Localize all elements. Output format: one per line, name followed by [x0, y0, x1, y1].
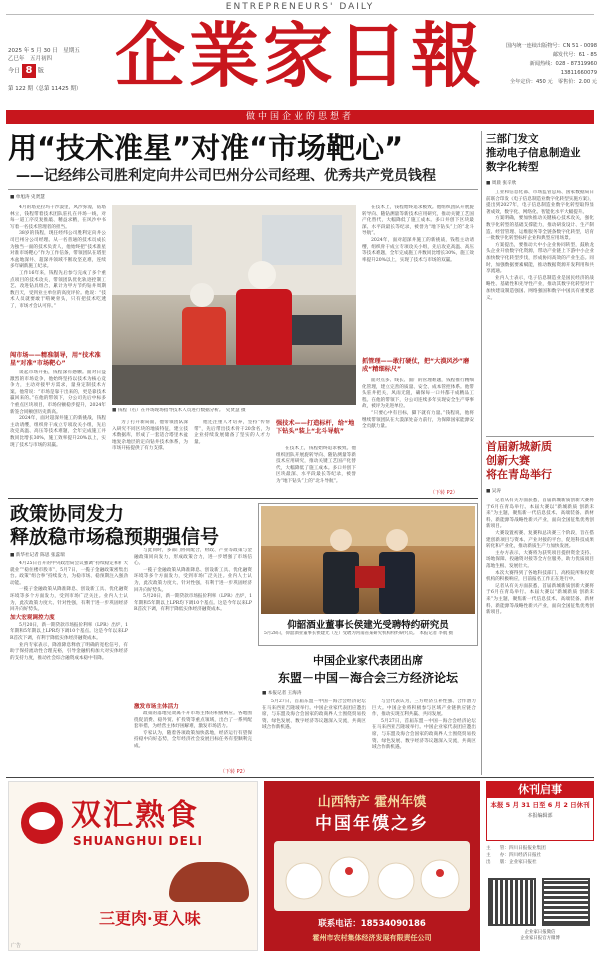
policy-para-6: 政策的落地见效离不开市场主体的积极响应。各地围绕促消费、稳外贸、扩投资等重点领域，出台了一系列配套举措，为经营主体纾困解难，激发市场活力。: [134, 711, 252, 730]
huozhou-buns: [274, 841, 470, 911]
notice-title: 休刊启事: [487, 782, 593, 798]
policy-para-5: 与此同时，多部门协同配合，财政、产业等政策与金融政策同向发力，形成政策合力，进一步增强了市场信心。: [134, 548, 252, 567]
shuanghui-slogan: 三更肉·更入味: [99, 909, 201, 928]
right-para-2: 方案明确，要加快推动关键核心技术攻关，强化数字化转型的基础支撑能力，推动研发设计、生产制造、经营管理、运维服务等全链条数字化转型，培育一批数字化转型标杆企业和典型应用场景。: [486, 216, 594, 242]
mid-photo-title: 仰韶酒业董事长侯建光受聘特约研究员: [287, 620, 449, 631]
weibo-qr-icon[interactable]: [542, 878, 590, 926]
mid-photo: [261, 506, 475, 614]
contest-para-4: 本次大赛得到了各地科技部门、高校院所和投资机构的积极响应，目前报名工作正在进行中。: [486, 570, 594, 583]
policy-col2b: [134, 711, 252, 771]
policy-para-3: 5月20日，新一期贷款市场报价利率（LPR）出炉，1年期和5年期以上LPR均下调10个基点。这是今年以来LPR首次下调，有利于降低实体经济融资成本。: [10, 622, 128, 641]
contest-para-2: 大赛设置初赛、复赛和总决赛三个阶段，旨在搭建创新项目与资本、产业对接的平台，促进科技成果转化和产业化，推动新质生产力加快发展。: [486, 530, 594, 550]
lead-col5: [362, 205, 474, 357]
wechat-qr-icon[interactable]: [488, 878, 536, 926]
notice-text: 本报 5 月 31 日至 6 月 2 日休刊: [490, 801, 590, 809]
contest-para-1: 记者从有关方面获悉，首届新城新质创新大赛将于6月在青岛举行。本届大赛以“新城新质 创新未来”为主题，聚焦新一代信息技术、高端装备、新材料、新能源等战略性新兴产业，面向全国征集优秀创新项目。: [486, 498, 594, 530]
right-column-divider: [481, 131, 482, 775]
lead-photo-figure-icon: [112, 205, 356, 405]
publisher-info: 主 管：四川日报报业集团 主 办：四川经济日报社 出 版：企业家日报社: [486, 846, 546, 865]
page-count-badge: 8: [22, 64, 36, 78]
right-headline-3: 数字化转型: [486, 161, 539, 173]
lead-subheadline: ——记经纬公司胜利定向井公司巴州分公司经理、优秀共产党员钱程: [16, 168, 436, 184]
forum-para-1: 5月27日，首届东盟－中国－海合会经济论坛在马来西亚吉隆坡举行。中国企业家代表团应邀出席，与东盟及海合会国家的政商界人士围绕贸易投资、绿色发展、数字经济等议题深入交流，共商区域合作新机遇。: [262, 699, 366, 731]
right-para-1: 工业和信息化部、市场监管总局、国家数据局日前联合印发《电子信息制造业数字化转型实施方案》，提出到2027年，电子信息制造业数字化转型取得显著成效，数字化、网络化、智能化水平大幅提升。: [486, 190, 594, 215]
contest-byline: ■ 吴涛: [486, 489, 501, 494]
lead-section-2-para-2: 他还注重人才培养，坚持“传帮带”，先后带出技术骨干20余名，为企业持续发展储备了坚实的人才力量。: [194, 420, 270, 445]
policy-para-7: 专家认为，随着各项政策加快落地，经济运行有望保持稳中向好态势，全年经济社会发展目标任务有望顺利完成。: [134, 730, 252, 749]
lead-section-1-title: 闯市场——精准制导，用“技术准星”对准“市场靶心”: [10, 352, 101, 367]
notice-sub: 本报编辑部: [527, 813, 553, 819]
lead-section-2-title: 强技术——打造标杆，给“地下钻头”装上“北斗导航”: [276, 420, 355, 435]
postal-code: 邮发代号：61 - 85: [552, 52, 597, 58]
right-para-3: 方案提出，要推动大中小企业协同转型，鼓励龙头企业开放数字化资源，带动产业链上下游中小企业加快数字化转型步伐，形成协同高效的产业生态。同时，加强数据要素赋能，推动数据资源开发利用和共享流通。: [486, 242, 594, 275]
lead-para-4-dup: 2024年，面对超深井施工的新挑战，钱程主动请缨，组织骨干成立专项攻关小组，先后攻克高温、高压等技术难题，全年完成施工井数同比增长30%，施工效率提升20%以上，实现了技术与市场的双赢。: [362, 237, 474, 263]
lead-para-2: 38岁的钱程，现任经纬公司胜利定向井公司巴州分公司经理。从一名普通的技术员成长为独当一面的技术负责人，他始终把“技术准星对准市场靶心”作为工作信条，带领团队在塔里木盆地深井、超深井领域不断攻坚克难，连续多年刷新施工纪录。: [10, 231, 106, 270]
lead-col2: [112, 420, 188, 496]
right-para-4: 业内人士表示，电子信息制造业是国民经济的战略性、基础性和先导性产业，推动其数字化转型对于加快建设制造强国、网络强国和数字中国具有重要意义。: [486, 275, 594, 301]
lead-col3: [194, 420, 270, 496]
shuanghui-logo-inner: [29, 812, 55, 830]
mid-photo-caption: 5月28日，仰韶酒业董事长侯建光（左）受聘为河南省某研究机构特约研究员。 本报记者 李航 摄: [264, 631, 453, 636]
policy-continued[interactable]: （下转 P2）: [220, 769, 248, 775]
lead-col1b: [10, 370, 106, 496]
policy-para-2b: 一揽子金融政策从降准降息、创设新工具、优化融资环境等多个方面发力，受到市场广泛关注。业内人士认为，此次政策力度大、针对性强，有利于进一步巩固经济回升向好势头。: [134, 567, 252, 593]
policy-para-3b: 5月20日，新一期贷款市场报价利率（LPR）出炉，1年期和5年期以上LPR均下调10个基点。这是今年以来LPR首次下调，有利于降低实体经济融资成本。: [134, 594, 252, 613]
forum-headline-2: 东盟－中国－海合会三方经济论坛: [277, 671, 458, 685]
policy-para-2: 一揽子金融政策从降准降息、创设新工具、优化融资环境等多个方面发力，受到市场广泛关注。业内人士认为，此次政策力度大、针对性强，有利于进一步巩固经济回升向好势头。: [10, 587, 128, 613]
lead-para-1: 4月的塔克拉玛干沙漠里，风沙弥漫，钻塔林立，钱程带着技术团队驻扎在井场一线，对每一道工序反复推敲、精益求精，在风沙中书写着一名技术管理者的担当。: [10, 205, 106, 230]
lead-section-3-title: 抓管理——敢打硬仗，把“大漠风沙”磨成“精细标尺”: [362, 358, 470, 373]
lead-section-3-para: 面对点多、线长、面广的管理难题，钱程推行精细化管理，建立完善的质量、安全、成本管控体系。他带头驻井把关，风雨无阻，确保每一口井都干成精品工程。在他的带领下，分公司连续多年实现安全生产零事故，被评为先进单位。: [362, 378, 474, 410]
lead-col4: [276, 446, 356, 496]
lead-para-4: 2024年，面对超深井施工的新挑战，钱程主动请缨，组织骨干成立专项攻关小组，先后攻克高温、高压等技术难题，全年完成施工井数同比增长30%，施工效率提升20%以上，实现了技术与市场的双赢。: [10, 416, 106, 448]
lead-section-1-para: 谈起市场开拓，钱程深有感触。面对日益激烈的市场竞争，他始终坚持以技术为核心竞争力，主动对接甲方需求，量身定制技术方案。他常说：“市场是靠干出来的，更是靠技术赢回来的。”在他的带领下，分公司先后中标多个重点区块项目，市场份额稳步提升，2024年新签合同额创历史新高。: [10, 370, 106, 415]
masthead-english: ENTREPRENEURS' DAILY: [225, 2, 375, 12]
newspaper-title: 企業家日報: [115, 14, 485, 97]
contest-headline-2: 创新大赛: [486, 454, 530, 467]
policy-headline-1: 政策协同发力: [10, 503, 125, 525]
huozhou-ad[interactable]: [264, 781, 480, 951]
policy-para-1: 4月25日召开的中央政治局会议强调“持续稳定和扩大就业”“稳住楼市股市”，5月7日，一揽子金融政策密集出台。政策“组合拳”持续发力，为稳市场、稳预期注入强劲动能。: [10, 561, 128, 586]
lead-section-2-para: 在技术上，钱程始终追求极致。他组织团队开展旋转导向、随钻测量等新技术应用研究，推动关键工艺国产化替代，大幅降低了施工成本。多口井创下区块最深、水平段最长等纪录，被誉为“地下钻头”上的“北斗导航”。: [276, 446, 356, 484]
contest-para-3: 主办方表示，大赛将为获奖项目提供资金支持、场地保障、投融资对接等全方位服务，助力优质项目落地生根、发展壮大。: [486, 550, 594, 569]
forum-col1: [262, 699, 366, 769]
huozhou-title: 中国年馍之乡: [315, 814, 429, 834]
lead-bottom-rule: [8, 498, 478, 499]
issue-number: 第 122 期（总第 11425 期）: [8, 86, 82, 92]
huozhou-company: 霍州市农村集体经济发展有限责任公司: [312, 934, 432, 942]
lead-photo-caption: ■ 钱程（右）在井场现场指导技术人员进行数据分析。 史贤慧 摄: [112, 408, 246, 413]
shuanghui-meat-icon: [169, 862, 249, 902]
huozhou-top: 山西特产 霍州年馍: [317, 795, 427, 810]
forum-para-2: 与会代表认为，三方经济互补性强、合作潜力巨大。中国企业将积极参与区域产业链供应链合作，推动实现互利共赢、共同发展。: [372, 699, 476, 718]
shuanghui-title: 双汇熟食: [71, 798, 199, 833]
today-text: 今日: [8, 67, 21, 75]
slogan: 做中国企业的思想者: [245, 112, 354, 122]
ad-tag: 广告: [11, 943, 22, 949]
right-headline-2: 推动电子信息制造业: [486, 147, 581, 159]
news-hotline: 新闻热线：028 - 87319960: [529, 61, 597, 67]
policy-byline: ■ 新华社记者 陈思 张蕊瑞: [10, 553, 65, 558]
lead-section-1-para-2: 为了打开新局面，他带领团队深入研究不同区块的地质特征，建立技术数据库，形成了一套适合塔里木盆地复杂地层的定向钻井技术体系，为市场开拓提供了有力支撑。: [112, 420, 188, 452]
contest-para-1b: 记者从有关方面获悉，首届新城新质创新大赛将于6月在青岛举行。本届大赛以“新城新质 创新未来”为主题，聚焦新一代信息技术、高端装备、新材料、新能源等战略性新兴产业，面向全国征集优秀创新项目。: [486, 583, 594, 616]
policy-col2: [134, 548, 252, 698]
date-line-1: 2025 年 5 月 30 日 星期五: [8, 48, 80, 54]
price-info: 全年定价：450 元 零售价：2.00 元: [510, 79, 597, 85]
policy-headline-2: 释放稳市场稳预期强信号: [10, 526, 220, 548]
huozhou-phone: 联系电话：18534090186: [318, 919, 426, 929]
contest-headline-3: 将在青岛举行: [486, 468, 552, 481]
today-label: [8, 64, 44, 78]
lead-section-2-para-dup: 在技术上，钱程始终追求极致。他组织团队开展旋转导向、随钻测量等新技术应用研究，推动关键工艺国产化替代，大幅降低了施工成本。多口井创下区块最深、水平段最长等纪录，被誉为“地下钻头”上的“北斗导航”。: [362, 205, 474, 237]
date-line-2: 乙巳年 五月初四: [8, 56, 53, 62]
forum-headline-1: 中国企业家代表团出席: [313, 654, 423, 667]
policy-col1: [10, 561, 128, 775]
forum-col2: [372, 699, 476, 769]
shuanghui-english: SHUANGHUI DELI: [73, 834, 203, 848]
publication-info: [495, 42, 597, 87]
qr-labels: 企业家日报微信 企业家日报官方微博: [520, 930, 560, 941]
right-headline-1: 三部门发文: [486, 133, 539, 145]
steamed-buns-icon: [274, 841, 470, 911]
lead-col1: [10, 205, 106, 350]
shuanghui-ad[interactable]: [8, 781, 258, 951]
policy-para-4: 业内专家表示，降准降息释放了明确的宽松信号，有助于保持流动性合理充裕，引导金融机构加大对实体经济的支持力度，推动社会综合融资成本稳中有降。: [10, 642, 128, 661]
right-mid-rule: [486, 436, 594, 437]
lead-col5b: [362, 378, 474, 488]
lead-para-3: 工作16年来，钱程先后参与完成了多个重点项目的技术攻关，带领团队优化轨迹控制工艺、改进钻具组合，累计为甲方节约钻井周期数百天，受到业主单位的高度评价。他说：“技术人员就要敢于啃硬骨头，只有把技术吃透了，市场才会认可你。”: [10, 270, 106, 309]
contest-headline-1: 首届新城新质: [486, 440, 552, 453]
policy-section-1: 加大宏观调控力度: [10, 614, 55, 621]
forum-byline: ■ 本报记者 王海涛: [262, 691, 302, 696]
lead-continued[interactable]: （下转 P2）: [430, 490, 458, 496]
right-byline: ■ 周晨 张辛欣: [486, 181, 517, 186]
policy-section-2: 激发市场主体活力: [134, 704, 179, 710]
forum-para-1b: 5月27日，首届东盟－中国－海合会经济论坛在马来西亚吉隆坡举行。中国企业家代表团应邀出席，与东盟及海合会国家的政商界人士围绕贸易投资、绿色发展、数字经济等议题深入交流，共商区域合作新机遇。: [372, 718, 476, 751]
right-col-text: [486, 190, 594, 432]
news-hotline-2: 13811660079: [560, 70, 597, 76]
closure-notice: [486, 781, 594, 841]
ads-top-rule: [6, 777, 594, 778]
contest-text: [486, 498, 594, 772]
lead-section-3-para-2: “只要心中有目标，脚下就有力量。”钱程说，他将继续带领团队在大漠深处奋力前行，为保障国家能源安全贡献力量。: [362, 410, 474, 430]
lead-rule: [8, 189, 478, 190]
lead-photo: [112, 205, 356, 405]
page-count-unit: 版: [37, 67, 44, 75]
lead-headline: 用“技术准星”对准“市场靶心”: [8, 131, 404, 165]
cn-number: 国内统一连续出版物号：CN 51 - 0098: [505, 43, 597, 49]
lead-byline: ■ 单旭涛 史贤慧: [10, 195, 45, 200]
mid-photo-figures-icon: [261, 506, 475, 614]
